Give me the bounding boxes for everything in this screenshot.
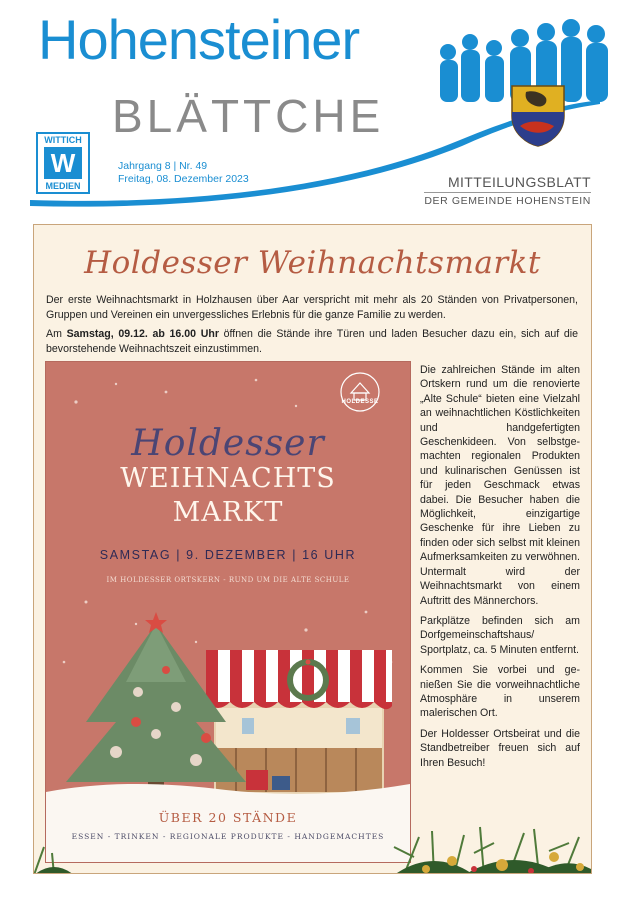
pine-garland-icon <box>34 817 591 874</box>
masthead-title: Hohensteiner <box>38 8 360 71</box>
poster-offer-line: ESSEN - TRINKEN - REGIONALE PRODUKTE - HANDGEMACHTES <box>71 832 385 841</box>
intro-p2-rest: öffnen die Stände ihre Türen und laden Besucher dazu ein, sich auf die bevorstehende Weihnachtszeit einzustimmen. <box>46 328 578 355</box>
intro-p2-lead: Am <box>46 328 67 340</box>
issue-info <box>118 160 249 186</box>
article-column <box>420 363 580 776</box>
article-headline: Holdesser Weihnachtsmarkt <box>84 245 541 281</box>
column-paragraph-2: Parkplätze befinden sich am Dorfgemeinschaftshaus/ Sportplatz, ca. 5 Minuten entfernt. <box>420 614 580 656</box>
poster-script-title: Holdesser <box>131 423 325 464</box>
intro-p2-date: Samstag, 09.12. ab 16.00 Uhr <box>66 328 219 340</box>
poster-location-line: IM HOLDESSER ORTSKERN - RUND UM DIE ALTE SCHULE <box>106 576 350 584</box>
poster-title-line-2: MARKT <box>172 497 284 528</box>
bulletin-divider <box>424 192 591 193</box>
article-box <box>33 224 592 874</box>
bulletin-subtitle: DER GEMEINDE HOHENSTEIN <box>424 195 591 207</box>
issue-volume: Jahrgang 8 | Nr. 49 <box>118 160 208 172</box>
intro-paragraph-1: Der erste Weihnachtsmarkt in Holzhausen über Aar verspricht mit mehr als 20 Ständen von Privatpersonen, Gruppen und Vereinen ein unvergessliches Erlebnis für die ganze Familie zu werden. <box>46 294 578 321</box>
holdesse-badge-icon <box>339 371 381 413</box>
poster-stands-line: ÜBER 20 STÄNDE <box>158 810 298 825</box>
publisher-logo-bottom: MEDIEN <box>45 181 81 191</box>
poster-badge-label: HOLDESSE <box>341 399 379 405</box>
column-paragraph-3: Kommen Sie vorbei und genießen Sie die vorweihnachtliche Atmosphäre in unserem malerischen Ort. <box>420 664 580 720</box>
masthead-subtitle: BLÄTTCHE <box>112 90 385 142</box>
issue-date: Freitag, 08. Dezember 2023 <box>118 173 249 185</box>
poster-title-line-1: WEIHNACHTS <box>120 463 336 494</box>
publisher-logo-mark: W <box>44 147 82 179</box>
poster-date-line: SAMSTAG | 9. DEZEMBER | 16 UHR <box>99 548 357 562</box>
bulletin-label <box>424 174 591 208</box>
publisher-logo-top: WITTICH <box>44 135 82 145</box>
bulletin-title: MITTEILUNGSBLATT <box>447 174 591 190</box>
column-paragraph-4: Der Holdesser Ortsbeirat und die Standbetreiber freuen sich auf Ihren Besuch! <box>420 727 580 769</box>
event-poster <box>46 362 410 862</box>
coat-of-arms-icon <box>508 82 568 148</box>
intro-paragraph-2 <box>46 327 578 357</box>
article-intro <box>46 293 578 361</box>
publisher-logo <box>32 132 90 198</box>
column-paragraph-1: Die zahlreichen Stände im alten Ortskern rund um die renovierte „Alte Schule“ bieten eine Vielzahl an weihnachtlichen Köstlichkeiten und handgefertigten Geschenkideen. Von selbstgemachten regionalen Produkten und kulinarischen Genüssen ist für jeden Geschmack etwas dabei. Die Besucher haben die Möglichkeit, einzigartige Geschenke für ihre Lieben zu finden oder sich selbst mit kleinen Aufmerksamkeiten zu verwöhnen. Untermalt wird der Weihnachtsmarkt von einem Auftritt des Männerchors. <box>420 364 580 607</box>
